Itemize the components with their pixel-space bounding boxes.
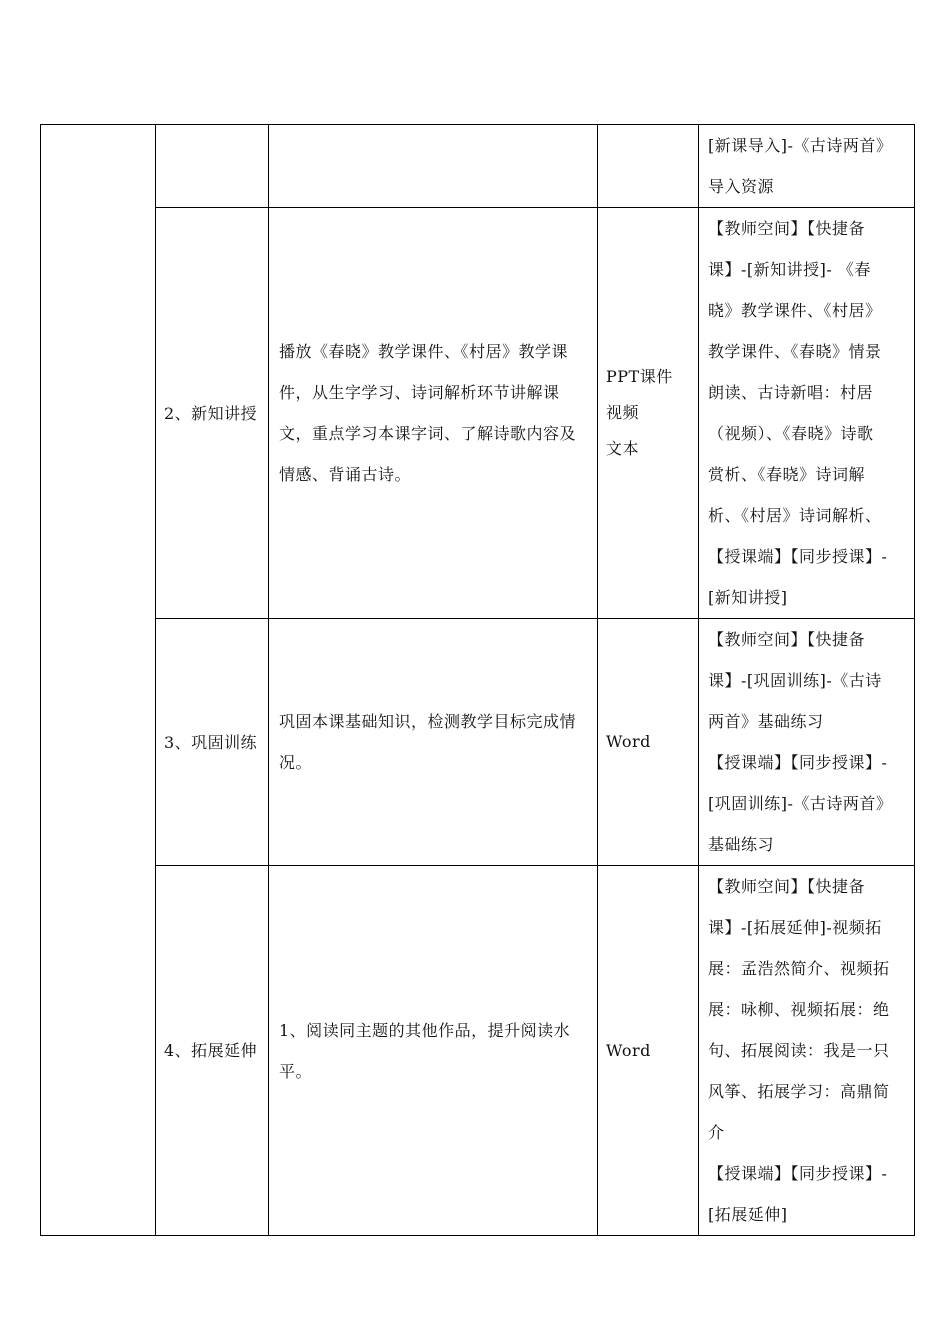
- media-cell: [598, 866, 699, 1236]
- resource-line: 风筝、拓展学习：高鼎简: [708, 1082, 890, 1101]
- stage-cell: 2、新知讲授: [156, 208, 269, 619]
- lesson-plan-table: [40, 124, 915, 1236]
- table-row: [41, 208, 915, 619]
- resource-line: （视频）、《春晓》诗歌: [708, 424, 874, 443]
- table-row: [41, 866, 915, 1236]
- resource-line: 展：孟浩然简介、视频拓: [708, 959, 890, 978]
- stage-cell: 4、拓展延伸: [156, 866, 269, 1236]
- stage-cell: [156, 125, 269, 208]
- resources-cell: [699, 125, 915, 208]
- media-cell: [598, 125, 699, 208]
- content-cell: 播放《春晓》教学课件、《村居》教学课件，从生字学习、诗词解析环节讲解课文，重点学习本课字词、了解诗歌内容及情感、背诵古诗。: [269, 208, 598, 619]
- resource-line: [巩固训练]-《古诗两首》: [708, 794, 893, 813]
- resource-line: 析、《村居》诗词解析、: [708, 506, 882, 525]
- resource-line: 【教师空间】【快捷备: [708, 219, 866, 238]
- resource-line: 【教师空间】【快捷备: [708, 630, 866, 649]
- media-cell: [598, 208, 699, 619]
- resource-line: 基础练习: [708, 835, 775, 854]
- media-item: Word: [606, 1040, 651, 1060]
- resource-line: 句、拓展阅读：我是一只: [708, 1041, 890, 1060]
- content-cell: [269, 125, 598, 208]
- content-cell: 1、阅读同主题的其他作品，提升阅读水平。: [269, 866, 598, 1236]
- resource-line: 介: [708, 1123, 725, 1142]
- resource-line: 晓》教学课件、《村居》: [708, 301, 882, 320]
- media-item: 视频: [606, 403, 640, 422]
- resource-line: 导入资源: [708, 177, 775, 196]
- content-cell: 巩固本课基础知识，检测教学目标完成情况。: [269, 619, 598, 866]
- resources-cell: [699, 208, 915, 619]
- resource-line: 课】-[巩固训练]-《古诗: [708, 671, 882, 690]
- resource-line: 展：咏柳、视频拓展：绝: [708, 1000, 890, 1019]
- media-item: Word: [606, 732, 651, 751]
- resources-cell: [699, 619, 915, 866]
- resources-cell: [699, 866, 915, 1236]
- resource-line: 【教师空间】【快捷备: [708, 877, 866, 896]
- resource-line: 教学课件、《春晓》情景: [708, 342, 882, 361]
- table-row: [41, 125, 915, 208]
- resource-line: [拓展延伸]: [708, 1205, 788, 1224]
- resource-line: 两首》基础练习: [708, 712, 824, 731]
- resource-line: 课】-[新知讲授]- 《春: [708, 260, 871, 279]
- resource-line: 【授课端】【同步授课】-: [708, 547, 888, 566]
- resource-line: 【授课端】【同步授课】-: [708, 753, 888, 772]
- resource-line: 朗读、古诗新唱：村居: [708, 383, 874, 402]
- resource-line: [新课导入]-《古诗两首》: [708, 136, 893, 155]
- table-row: [41, 619, 915, 866]
- resource-line: [新知讲授]: [708, 588, 788, 607]
- media-item: 文本: [606, 439, 640, 458]
- resource-line: 【授课端】【同步授课】-: [708, 1164, 888, 1183]
- merged-left-cell: [41, 125, 156, 1236]
- resource-line: 赏析、《春晓》诗词解: [708, 465, 866, 484]
- media-item: PPT课件: [606, 367, 673, 386]
- media-cell: [598, 619, 699, 866]
- stage-cell: 3、巩固训练: [156, 619, 269, 866]
- resource-line: 课】-[拓展延伸]-视频拓: [708, 918, 882, 937]
